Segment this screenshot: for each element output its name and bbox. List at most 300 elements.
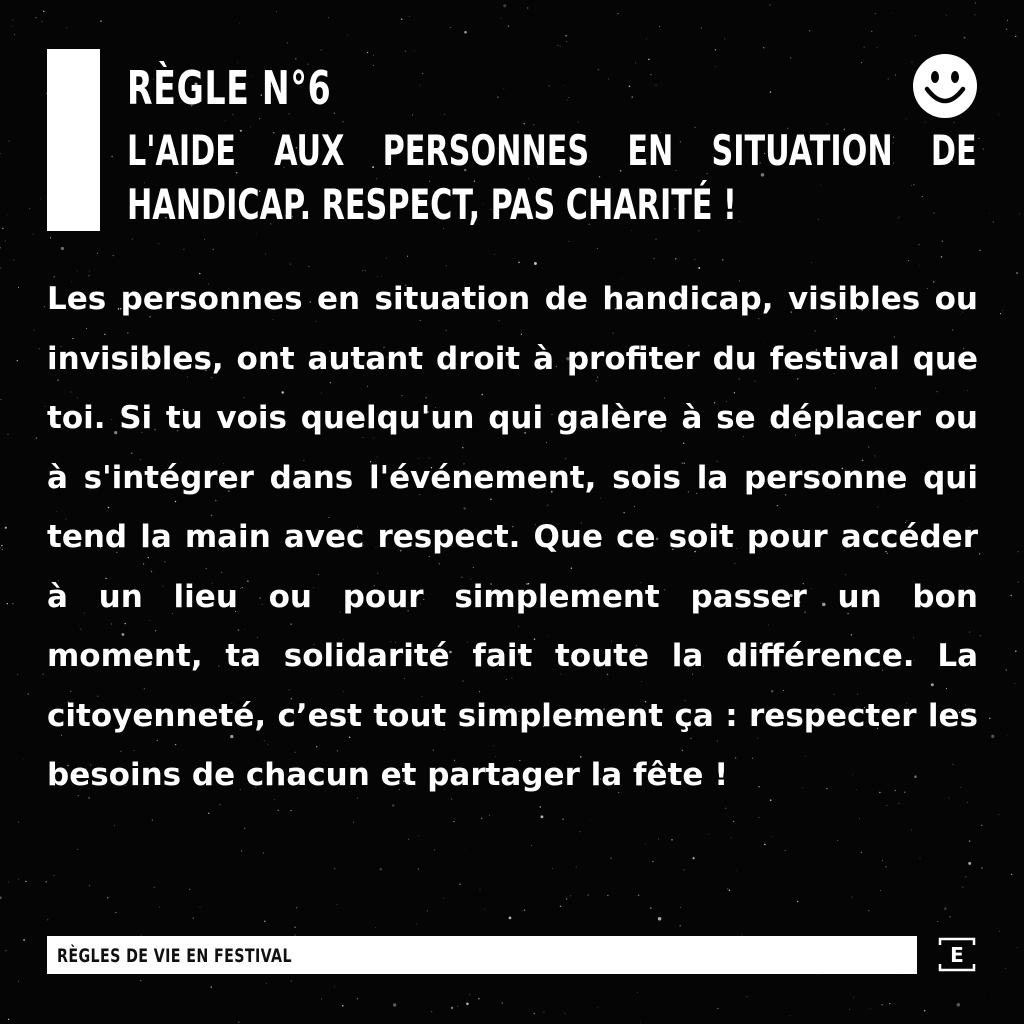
star — [5, 240, 6, 241]
star — [650, 907, 652, 909]
star — [680, 907, 681, 908]
star — [212, 249, 214, 251]
star — [508, 25, 510, 27]
rule-description: Les personnes en situation de handicap, visibles ou invisibles, ont autant droit à profiter du festival que toi. Si tu vois quelqu'un qui galère à se déplacer ou à s'intégrer dans l'événement, sois la personne qui tend la main avec respect. Que ce soit pour accéder à un lieu ou pour simplement passer un bon moment, ta solidarité fait toute la différence. La citoyenneté, c’est tout simplement ça : respecter les besoins de chacun et partager la fête ! — [47, 281, 978, 793]
star — [968, 862, 971, 865]
star — [107, 897, 108, 898]
star — [737, 870, 738, 871]
footer-banner — [47, 936, 917, 974]
star — [484, 909, 485, 910]
star — [97, 253, 98, 254]
star — [1006, 669, 1007, 670]
star — [999, 931, 1000, 932]
star — [342, 1005, 344, 1007]
star — [918, 244, 920, 246]
star — [1011, 874, 1012, 875]
star — [2, 549, 3, 550]
star — [321, 998, 322, 999]
star — [949, 916, 950, 917]
star — [990, 213, 991, 214]
star — [892, 13, 893, 14]
star — [715, 66, 716, 67]
star — [43, 11, 44, 12]
star — [853, 997, 854, 998]
star — [0, 399, 1, 400]
star — [17, 360, 18, 361]
star — [1017, 947, 1018, 948]
star — [1017, 581, 1019, 583]
star — [655, 239, 656, 240]
star — [158, 243, 159, 244]
star — [565, 1013, 566, 1014]
star — [342, 121, 343, 122]
star — [650, 74, 651, 75]
star — [61, 247, 64, 250]
star — [638, 895, 640, 897]
star — [405, 50, 407, 52]
star — [655, 85, 656, 86]
star — [204, 239, 205, 240]
star — [501, 18, 502, 19]
star — [984, 993, 985, 994]
star — [978, 138, 979, 139]
star — [569, 97, 570, 98]
star — [565, 35, 567, 37]
star — [113, 255, 114, 256]
star — [770, 91, 771, 92]
star — [534, 262, 537, 265]
star — [576, 866, 577, 867]
star — [53, 875, 54, 876]
star — [969, 840, 970, 841]
star — [263, 852, 265, 854]
star — [42, 21, 43, 22]
star — [560, 905, 562, 907]
star — [47, 919, 48, 920]
star — [18, 822, 19, 823]
star — [671, 839, 673, 841]
star — [100, 20, 101, 21]
star — [457, 1006, 458, 1007]
rule-number: RÈGLE N°6 — [127, 61, 332, 115]
star — [861, 62, 862, 63]
star — [1, 545, 2, 546]
star — [717, 1008, 718, 1009]
star — [524, 909, 526, 911]
star — [785, 850, 786, 851]
star — [464, 31, 467, 34]
star — [998, 814, 999, 815]
star — [328, 17, 329, 18]
star — [41, 94, 42, 95]
star — [334, 113, 335, 114]
star — [459, 884, 460, 885]
star — [527, 7, 528, 8]
star — [276, 11, 277, 12]
star — [12, 603, 13, 604]
star — [225, 120, 226, 121]
star — [937, 921, 938, 922]
star — [540, 815, 543, 818]
star — [552, 868, 553, 869]
star — [418, 835, 419, 836]
star — [880, 890, 881, 891]
star — [375, 927, 376, 928]
star — [357, 998, 358, 999]
star — [453, 821, 454, 822]
star — [200, 907, 201, 908]
star — [434, 849, 435, 850]
star — [864, 47, 865, 48]
star — [906, 118, 907, 119]
star — [974, 14, 976, 16]
star — [908, 260, 909, 261]
star — [140, 980, 141, 981]
star — [502, 1002, 503, 1003]
star — [28, 693, 29, 694]
star — [725, 808, 726, 809]
star — [7, 215, 8, 216]
brand-logo-icon — [938, 937, 976, 972]
star — [654, 258, 655, 259]
star — [278, 810, 279, 811]
star — [5, 950, 6, 951]
star — [715, 49, 716, 50]
star — [24, 759, 25, 760]
star — [208, 813, 209, 814]
star — [733, 821, 734, 822]
star — [763, 47, 764, 48]
star — [941, 256, 942, 257]
star — [321, 50, 322, 51]
star — [239, 23, 240, 24]
star — [629, 86, 631, 88]
star — [450, 27, 451, 28]
star — [875, 13, 876, 14]
series-label: RÈGLES DE VIE EN FESTIVAL — [57, 945, 292, 967]
star — [334, 868, 335, 869]
star — [494, 254, 495, 255]
star — [979, 553, 980, 554]
star — [451, 1007, 453, 1009]
star — [444, 898, 445, 899]
star — [727, 888, 729, 890]
star — [975, 2, 976, 3]
star — [77, 849, 78, 850]
star — [33, 234, 34, 235]
star — [8, 1019, 9, 1020]
star — [210, 986, 211, 987]
star — [534, 1013, 535, 1014]
star — [420, 85, 421, 86]
star — [0, 267, 1, 268]
star — [0, 153, 1, 154]
star — [637, 992, 638, 993]
star — [287, 42, 288, 43]
star — [790, 57, 791, 58]
star — [373, 65, 374, 66]
star — [115, 912, 116, 913]
star — [680, 925, 681, 926]
star — [747, 996, 748, 997]
star — [337, 904, 338, 905]
star — [18, 287, 19, 288]
star — [920, 858, 921, 859]
star — [480, 889, 481, 890]
star — [36, 437, 37, 438]
star — [646, 39, 647, 40]
star — [193, 918, 195, 920]
star — [183, 249, 184, 250]
star — [256, 233, 257, 234]
star — [942, 241, 943, 242]
star — [957, 1003, 961, 1007]
star — [386, 258, 387, 259]
star — [189, 889, 190, 890]
star — [729, 890, 730, 891]
star — [46, 881, 47, 882]
star — [111, 156, 112, 157]
star — [979, 250, 980, 251]
star — [731, 837, 732, 838]
star — [693, 857, 695, 859]
star — [944, 907, 946, 909]
star — [531, 845, 532, 846]
star — [965, 876, 966, 877]
star — [13, 259, 14, 260]
star — [1002, 310, 1003, 311]
star — [44, 306, 45, 307]
star — [871, 31, 873, 33]
star — [1006, 29, 1007, 30]
star — [764, 844, 766, 846]
star — [588, 894, 589, 895]
star — [998, 114, 999, 115]
star — [497, 96, 499, 98]
star — [265, 254, 266, 255]
star — [578, 121, 579, 122]
star — [7, 434, 8, 435]
star — [7, 603, 8, 604]
star — [790, 1015, 791, 1016]
rule-title: L'AIDE AUX PERSONNES EN SITUATION DE HANDICAP. RESPECT, PAS CHARITÉ ! — [127, 126, 977, 229]
star — [980, 635, 981, 636]
star — [40, 198, 41, 199]
star — [296, 907, 297, 908]
star — [1015, 650, 1017, 652]
star — [334, 987, 335, 988]
star — [618, 13, 619, 14]
star — [241, 850, 242, 851]
star — [769, 5, 770, 6]
star — [266, 983, 267, 984]
star — [911, 829, 912, 830]
star — [590, 819, 591, 820]
star — [1018, 551, 1019, 552]
star — [417, 924, 418, 925]
star — [597, 248, 598, 249]
star — [18, 981, 19, 982]
star — [518, 262, 520, 264]
star — [895, 75, 896, 76]
star — [238, 1022, 240, 1024]
star — [409, 16, 410, 17]
star — [698, 267, 700, 269]
star — [658, 839, 659, 840]
star — [758, 817, 759, 818]
star — [294, 926, 295, 927]
star — [946, 15, 947, 16]
star — [393, 1003, 396, 1006]
star — [489, 815, 490, 816]
star — [851, 897, 852, 898]
star — [560, 46, 561, 47]
star — [607, 895, 608, 896]
star — [45, 406, 46, 407]
star — [608, 78, 609, 79]
star — [562, 818, 563, 819]
star — [17, 674, 18, 675]
star — [925, 122, 926, 123]
star — [42, 674, 43, 675]
star — [503, 88, 504, 89]
star — [159, 907, 160, 908]
star — [809, 30, 810, 31]
star — [724, 38, 725, 39]
star — [570, 895, 571, 896]
star — [50, 237, 51, 238]
star — [558, 45, 559, 46]
star — [567, 100, 568, 101]
star — [882, 860, 883, 861]
star — [837, 840, 838, 841]
star — [868, 910, 869, 911]
star — [569, 241, 570, 242]
brand-letter: E — [950, 943, 964, 967]
star — [264, 921, 265, 922]
star — [152, 820, 153, 821]
star — [962, 886, 963, 887]
star — [694, 259, 695, 260]
star — [23, 939, 25, 941]
star — [290, 263, 292, 265]
star — [509, 917, 512, 920]
star — [675, 258, 676, 259]
star — [1010, 595, 1011, 596]
star — [722, 259, 723, 260]
star — [954, 122, 955, 123]
star — [859, 818, 860, 819]
star — [422, 73, 423, 74]
star — [401, 18, 402, 19]
star — [597, 1007, 598, 1008]
star — [870, 1008, 871, 1009]
star — [8, 140, 9, 141]
star — [708, 834, 709, 835]
star — [993, 221, 994, 222]
star — [771, 836, 772, 837]
star — [503, 4, 506, 7]
star — [991, 735, 994, 738]
star — [1007, 735, 1008, 736]
star — [12, 19, 13, 20]
star — [353, 822, 354, 823]
star — [915, 35, 916, 36]
star — [563, 85, 564, 86]
star — [412, 115, 413, 116]
star — [347, 34, 348, 35]
star — [549, 85, 550, 86]
star — [444, 114, 445, 115]
star — [610, 858, 611, 859]
star — [645, 843, 646, 844]
star — [446, 265, 448, 267]
star — [981, 825, 982, 826]
star — [881, 1004, 882, 1005]
star — [885, 866, 886, 867]
star — [540, 806, 541, 807]
star — [580, 831, 581, 832]
star — [0, 247, 1, 249]
star — [652, 861, 653, 862]
star — [154, 887, 155, 888]
star — [981, 867, 983, 869]
star — [888, 79, 889, 80]
star — [1015, 36, 1016, 37]
star — [39, 348, 40, 349]
star — [478, 998, 479, 999]
star — [1007, 20, 1008, 21]
star — [244, 828, 245, 829]
star — [598, 69, 600, 71]
star — [427, 910, 428, 911]
star — [367, 52, 368, 53]
star — [1014, 683, 1015, 684]
star — [0, 896, 2, 899]
star — [14, 34, 15, 35]
star — [924, 1010, 925, 1011]
star — [469, 994, 470, 995]
star — [5, 527, 7, 529]
star — [889, 1003, 890, 1004]
star — [418, 868, 419, 869]
star — [797, 901, 798, 902]
star — [983, 148, 984, 149]
star — [408, 839, 409, 840]
star — [963, 37, 965, 39]
star — [701, 27, 702, 28]
star — [465, 849, 466, 850]
star — [659, 26, 660, 27]
star — [989, 718, 990, 719]
smiley-face-icon — [912, 53, 978, 119]
star — [373, 55, 374, 56]
star — [1005, 968, 1006, 969]
star — [466, 1002, 469, 1005]
star — [566, 898, 567, 899]
star — [631, 96, 632, 97]
star — [407, 256, 408, 257]
star — [566, 41, 567, 42]
star — [658, 917, 662, 921]
star — [1019, 214, 1020, 215]
star — [29, 208, 30, 209]
star — [414, 51, 415, 52]
star — [132, 238, 133, 239]
star — [876, 47, 877, 48]
star — [291, 980, 292, 981]
star — [431, 1011, 432, 1012]
